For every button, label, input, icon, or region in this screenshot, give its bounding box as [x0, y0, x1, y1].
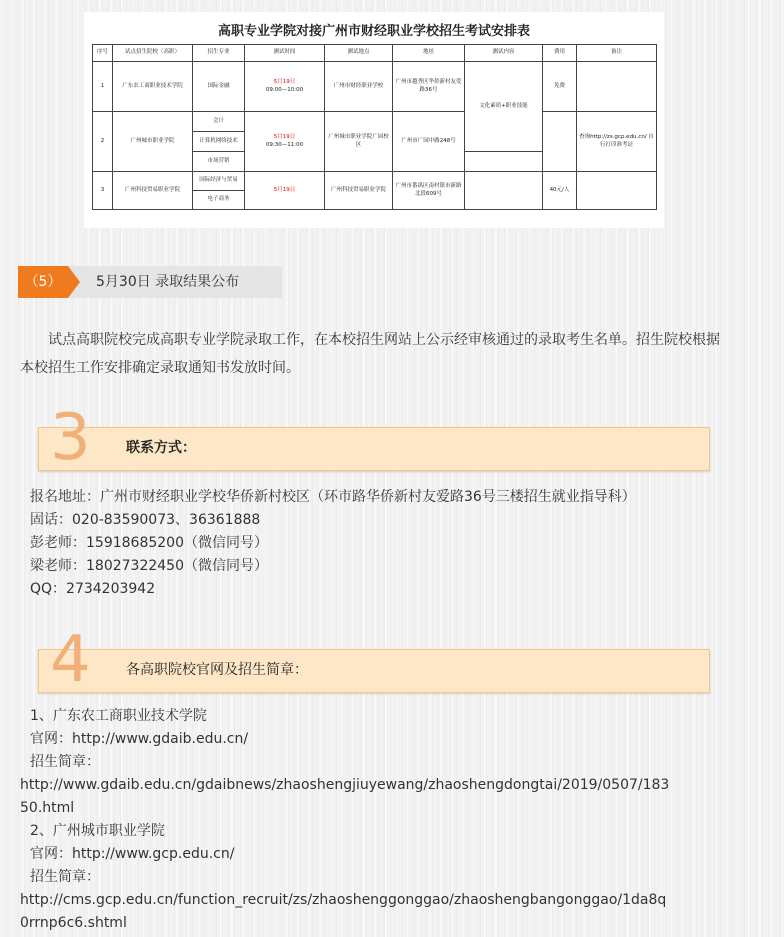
- content-cell: 文化素质+职业技能: [465, 62, 543, 152]
- header-cell: 测试内容: [465, 45, 543, 62]
- time-range: 09:30—11:00: [265, 141, 304, 148]
- school-2-brochure-link[interactable]: http://cms.gcp.edu.cn/function_recruit/zs/zhaoshenggonggao/zhaoshengbangonggao/1da8q: [20, 892, 667, 908]
- table-header-row: [93, 45, 657, 62]
- school-1-name: 1、广东农工商职业技术学院: [30, 708, 207, 724]
- address-cell: 广州市番禺区南村镇市新路北段609号: [393, 172, 465, 210]
- address-cell: 广州市广园中路248号: [393, 112, 465, 172]
- section-5-title: 5月30日 录取结果公布: [96, 274, 240, 290]
- section-5-number: （5）: [24, 274, 62, 290]
- school-2-brochure-link-cont[interactable]: 0rrnp6c6.shtml: [20, 915, 127, 931]
- school-1-website[interactable]: 官网：http://www.gdaib.edu.cn/: [30, 731, 249, 747]
- school-2-name: 2、广州城市职业学院: [30, 823, 165, 839]
- contact-section-title: 联系方式：: [126, 440, 196, 456]
- time-range: 09:00—10:00: [265, 86, 304, 93]
- row-number: 2: [93, 112, 113, 172]
- place-cell: 广州城市职业学院广园校区: [325, 112, 393, 172]
- school-2-brochure-label: 招生简章：: [30, 869, 100, 885]
- address-cell: 广州市越秀区华侨新村友爱路36号: [393, 62, 465, 112]
- school-cell: 广州城市职业学院: [113, 112, 193, 172]
- contact-qq: QQ：2734203942: [30, 581, 156, 597]
- contact-phone: 固话：020-83590073、36361888: [30, 512, 261, 528]
- header-cell: 招生专业: [193, 45, 245, 62]
- major-cell: 国际金融: [193, 62, 245, 112]
- table-row: [93, 62, 657, 112]
- header-cell: 试点招生院校（高职）: [113, 45, 193, 62]
- place-cell: 广州科技贸易职业学院: [325, 172, 393, 210]
- table-row: [93, 172, 657, 191]
- time-cell: [245, 62, 325, 112]
- header-cell: 测试地点: [325, 45, 393, 62]
- header-cell: 费用: [543, 45, 577, 62]
- fee-cell: 40元/人: [543, 172, 577, 210]
- place-cell: 广州市财经职业学校: [325, 62, 393, 112]
- school-cell: 广州科技贸易职业学院: [113, 172, 193, 210]
- contact-teacher-peng: 彭老师：15918685200（微信同号）: [30, 535, 268, 551]
- content-cell: [465, 172, 543, 210]
- fee-cell: [543, 112, 577, 172]
- contact-address: 报名地址：广州市财经职业学校华侨新村校区（环市路华侨新村友爱路36号三楼招生就业指导科）: [30, 489, 636, 505]
- school-cell: 广东农工商职业技术学院: [113, 62, 193, 112]
- admission-paragraph: 试点高职院校完成高职专业学院录取工作，在本校招生网站上公示经审核通过的录取考生名单。招生院校根据本校招生工作安排确定录取通知书发放时间。: [20, 332, 720, 376]
- header-cell: 备注: [577, 45, 657, 62]
- school-1-brochure-link-cont[interactable]: 50.html: [20, 800, 75, 816]
- time-date: 5月19日: [273, 186, 296, 193]
- time-cell: [245, 112, 325, 172]
- websites-section-number: 4: [50, 623, 91, 697]
- major-cell: 会计: [193, 112, 245, 132]
- row-number: 1: [93, 62, 113, 112]
- section-5-arrow: [68, 266, 80, 298]
- table-row: [93, 112, 657, 132]
- school-1-brochure-link[interactable]: http://www.gdaib.edu.cn/gdaibnews/zhaoshengjiuyewang/zhaoshengdongtai/2019/0507/183: [20, 777, 670, 793]
- major-cell: 国际经济与贸易: [193, 172, 245, 191]
- major-cell: 电子商务: [193, 191, 245, 210]
- remark-cell: 查询http://zs.gcp.edu.cn/ 自行打印准考证: [577, 112, 657, 172]
- contact-section-number: 3: [50, 401, 91, 475]
- header-cell: 序号: [93, 45, 113, 62]
- row-number: 3: [93, 172, 113, 210]
- school-2-website[interactable]: 官网：http://www.gcp.edu.cn/: [30, 846, 235, 862]
- exam-schedule-table: [92, 44, 657, 210]
- major-cell: 市场营销: [193, 152, 245, 172]
- major-cell: 计算机网络技术: [193, 132, 245, 152]
- remark-cell: [577, 172, 657, 210]
- school-1-brochure-label: 招生简章：: [30, 754, 100, 770]
- time-cell: [245, 172, 325, 210]
- header-cell: 测试时间: [245, 45, 325, 62]
- time-date: 5月19日: [273, 79, 296, 86]
- contact-teacher-liang: 梁老师：18027322450（微信同号）: [30, 558, 268, 574]
- fee-cell: 免费: [543, 62, 577, 112]
- time-date: 5月19日: [273, 134, 296, 141]
- schedule-title: 高职专业学院对接广州市财经职业学校招生考试安排表: [217, 24, 530, 39]
- header-cell: 地址: [393, 45, 465, 62]
- exam-schedule-image: [84, 12, 664, 228]
- remark-cell: [577, 62, 657, 112]
- websites-section-title: 各高职院校官网及招生简章：: [126, 662, 308, 678]
